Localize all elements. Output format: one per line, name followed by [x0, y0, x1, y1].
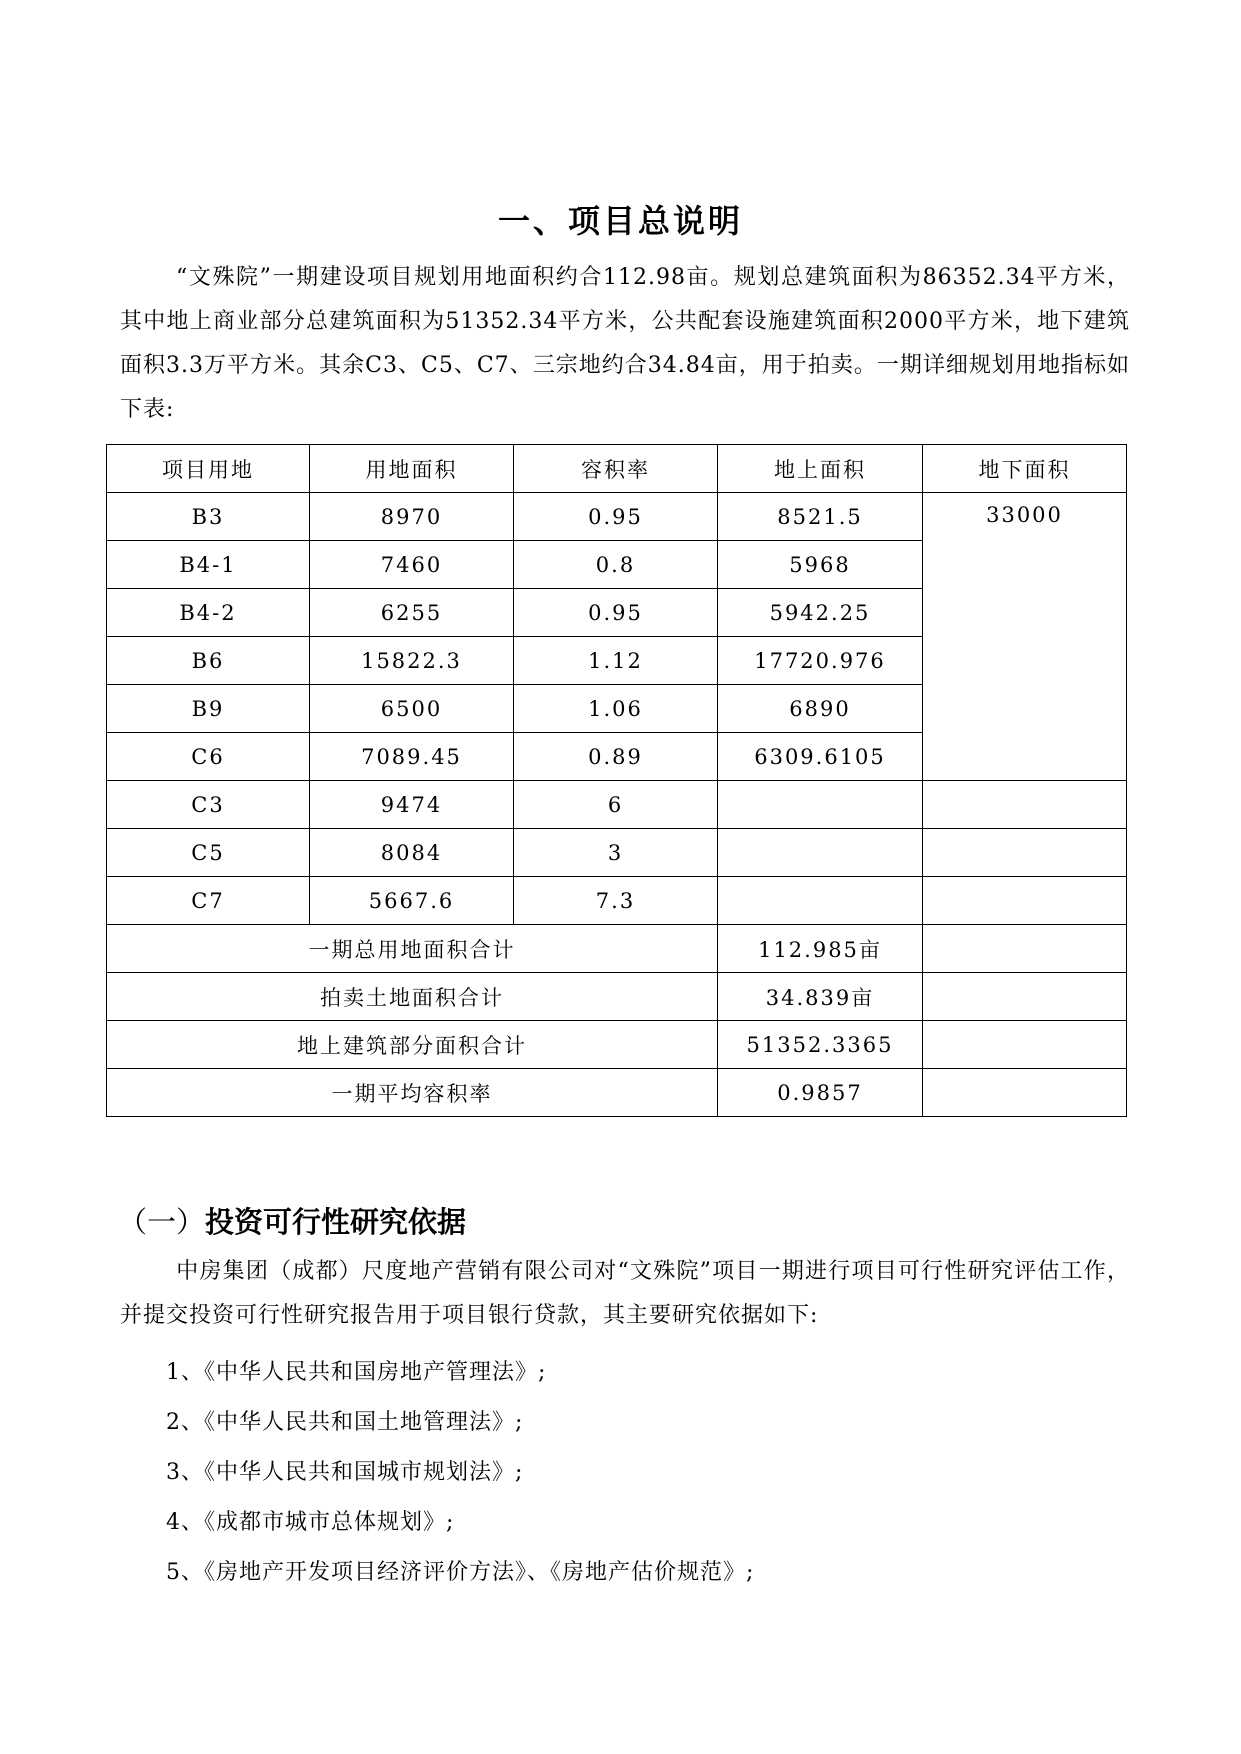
summary-empty-cell — [923, 1069, 1127, 1117]
area-cell: 5667.6 — [310, 877, 514, 925]
plot-cell: C7 — [107, 877, 310, 925]
plot-cell: B6 — [107, 637, 310, 685]
summary-value: 0.9857 — [718, 1069, 923, 1117]
summary-empty-cell — [923, 973, 1127, 1021]
ratio-cell: 1.06 — [514, 685, 718, 733]
summary-row — [107, 1021, 1127, 1069]
basis-list — [166, 1348, 754, 1598]
header-cell: 容积率 — [514, 445, 718, 493]
plot-cell: B4-2 — [107, 589, 310, 637]
plot-cell: B3 — [107, 493, 310, 541]
summary-row — [107, 925, 1127, 973]
plot-cell: C3 — [107, 781, 310, 829]
list-item: 1、《中华人民共和国房地产管理法》; — [166, 1360, 547, 1385]
area-cell: 7460 — [310, 541, 514, 589]
plot-cell: B9 — [107, 685, 310, 733]
summary-value: 112.985亩 — [718, 925, 923, 973]
area-cell: 8970 — [310, 493, 514, 541]
table-row — [107, 829, 1127, 877]
above-cell: 17720.976 — [718, 637, 923, 685]
underground-cell — [923, 829, 1127, 877]
list-item: 5、《房地产开发项目经济评价方法》、《房地产估价规范》; — [166, 1560, 755, 1585]
above-cell: 8521.5 — [718, 493, 923, 541]
ratio-cell: 3 — [514, 829, 718, 877]
section-title: 一、项目总说明 — [497, 202, 743, 240]
ratio-cell: 6 — [514, 781, 718, 829]
above-cell — [718, 781, 923, 829]
underground-cell — [923, 877, 1127, 925]
table-header-row — [107, 445, 1127, 493]
above-cell: 6309.6105 — [718, 733, 923, 781]
summary-label: 一期平均容积率 — [107, 1069, 718, 1117]
summary-empty-cell — [923, 1021, 1127, 1069]
summary-label: 地上建筑部分面积合计 — [107, 1021, 718, 1069]
intro-paragraph — [120, 256, 1130, 432]
ratio-cell: 0.8 — [514, 541, 718, 589]
area-cell: 15822.3 — [310, 637, 514, 685]
ratio-cell: 1.12 — [514, 637, 718, 685]
table-row — [107, 493, 1127, 541]
list-item: 2、《中华人民共和国土地管理法》; — [166, 1410, 524, 1435]
header-cell: 地上面积 — [718, 445, 923, 493]
table-row — [107, 877, 1127, 925]
summary-empty-cell — [923, 925, 1127, 973]
header-cell: 用地面积 — [310, 445, 514, 493]
ratio-cell: 0.95 — [514, 493, 718, 541]
subsection-heading — [118, 1200, 466, 1241]
land-use-table — [106, 444, 1127, 1117]
plot-cell: C6 — [107, 733, 310, 781]
above-cell — [718, 829, 923, 877]
ratio-cell: 0.89 — [514, 733, 718, 781]
plot-cell: C5 — [107, 829, 310, 877]
header-cell: 项目用地 — [107, 445, 310, 493]
header-cell: 地下面积 — [923, 445, 1127, 493]
table-row — [107, 781, 1127, 829]
ratio-cell: 0.95 — [514, 589, 718, 637]
list-item: 3、《中华人民共和国城市规划法》; — [166, 1460, 524, 1485]
summary-label: 一期总用地面积合计 — [107, 925, 718, 973]
above-cell: 5942.25 — [718, 589, 923, 637]
ratio-cell: 7.3 — [514, 877, 718, 925]
plot-cell: B4-1 — [107, 541, 310, 589]
intro-text: “文殊院”一期建设项目规划用地面积约合112.98亩。规划总建筑面积为86352.34平方米，其中地上商业部分总建筑面积为51352.34平方米，公共配套设施建筑面积2000平方米，地下建筑面积3.3万平方米。其余C3、C5、C7、三宗地约合34.84亩，用于拍卖。一期详细规划用地指标如下表: — [120, 265, 1130, 422]
summary-row — [107, 973, 1127, 1021]
basis-paragraph — [120, 1250, 1130, 1338]
list-item: 4、《成都市城市总体规划》; — [166, 1510, 455, 1535]
underground-cell — [923, 781, 1127, 829]
subsection-title: 投资可行性研究依据 — [205, 1205, 467, 1239]
above-cell: 5968 — [718, 541, 923, 589]
area-cell: 7089.45 — [310, 733, 514, 781]
summary-value: 51352.3365 — [718, 1021, 923, 1069]
summary-label: 拍卖土地面积合计 — [107, 973, 718, 1021]
subsection-prefix: （一） — [118, 1205, 206, 1239]
area-cell: 9474 — [310, 781, 514, 829]
summary-value: 34.839亩 — [718, 973, 923, 1021]
basis-text: 中房集团（成都）尺度地产营销有限公司对“文殊院”项目一期进行项目可行性研究评估工作，并提交投资可行性研究报告用于项目银行贷款，其主要研究依据如下: — [120, 1259, 1130, 1328]
area-cell: 8084 — [310, 829, 514, 877]
underground-merged-cell: 33000 — [923, 493, 1127, 781]
above-cell — [718, 877, 923, 925]
area-cell: 6255 — [310, 589, 514, 637]
area-cell: 6500 — [310, 685, 514, 733]
summary-row — [107, 1069, 1127, 1117]
above-cell: 6890 — [718, 685, 923, 733]
